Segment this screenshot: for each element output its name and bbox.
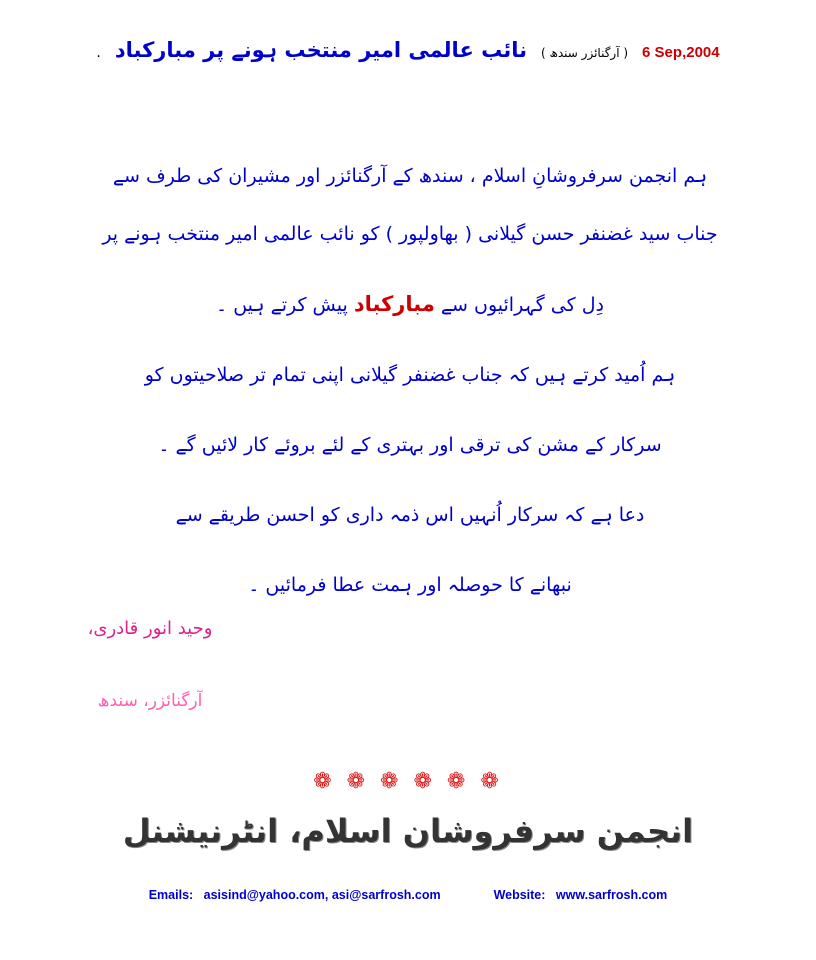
- footer-website-value[interactable]: www.sarfrosh.com: [555, 888, 668, 902]
- body-paragraph-4: ہم اُمید کرتے ہیں کہ جناب غضنفر گیلانی اپنی تمام تر صلاحیتوں کو: [144, 364, 676, 386]
- document-body: [60, 150, 760, 629]
- header-bullet: .: [96, 45, 101, 61]
- body-paragraph-5: سرکار کے مشن کی ترقی اور بہتری کے لئے بروئے کار لائیں گے ۔: [158, 434, 662, 456]
- footer-contact-line: [0, 888, 816, 902]
- header-subtitle: ( آرگنائزر سندھ ): [541, 46, 629, 60]
- body-paragraph-3-highlight: مبارکباد: [353, 292, 435, 316]
- body-paragraph-3-post: پیش کرتے ہیں ۔: [216, 294, 348, 316]
- body-paragraph-6: دعا ہے کہ سرکار اُنہیں اس ذمہ داری کو احسن طریقے سے: [175, 504, 645, 526]
- body-paragraph-2: جناب سید غضنفر حسن گیلانی ( بھاولپور ) کو نائب عالمی امیر منتخب ہونے پر: [102, 223, 718, 245]
- document-header: [0, 38, 816, 62]
- signature-block: [0, 614, 300, 716]
- footer-emails-value[interactable]: asisind@yahoo.com, asi@sarfrosh.com: [203, 888, 441, 902]
- body-paragraph-7: نبھانے کا حوصلہ اور ہمت عطا فرمائیں ۔: [248, 574, 572, 596]
- header-date: 6 Sep,2004: [642, 44, 720, 61]
- footer-organization-name: انجمن سرفروشان اسلام، انٹرنیشنل: [122, 812, 694, 850]
- body-paragraph-1: ہم انجمن سرفروشانِ اسلام ، سندھ کے آرگنائزر اور مشیران کی طرف سے: [112, 165, 708, 187]
- body-paragraph-3: [60, 278, 760, 331]
- footer-website-label: Website:: [493, 888, 546, 902]
- signature-name: وحید انور قادری،: [87, 618, 213, 639]
- footer-emails-label: Emails:: [148, 888, 194, 902]
- signature-role: آرگنائزر، سندھ: [97, 691, 203, 711]
- body-paragraph-3-pre: دِل کی گہرائیوں سے: [440, 294, 604, 316]
- ornament-divider-icon: ❁ ❁ ❁ ❁ ❁ ❁: [313, 769, 503, 794]
- page-title: نائب عالمی امیر منتخب ہونے پر مبارکباد: [114, 38, 527, 62]
